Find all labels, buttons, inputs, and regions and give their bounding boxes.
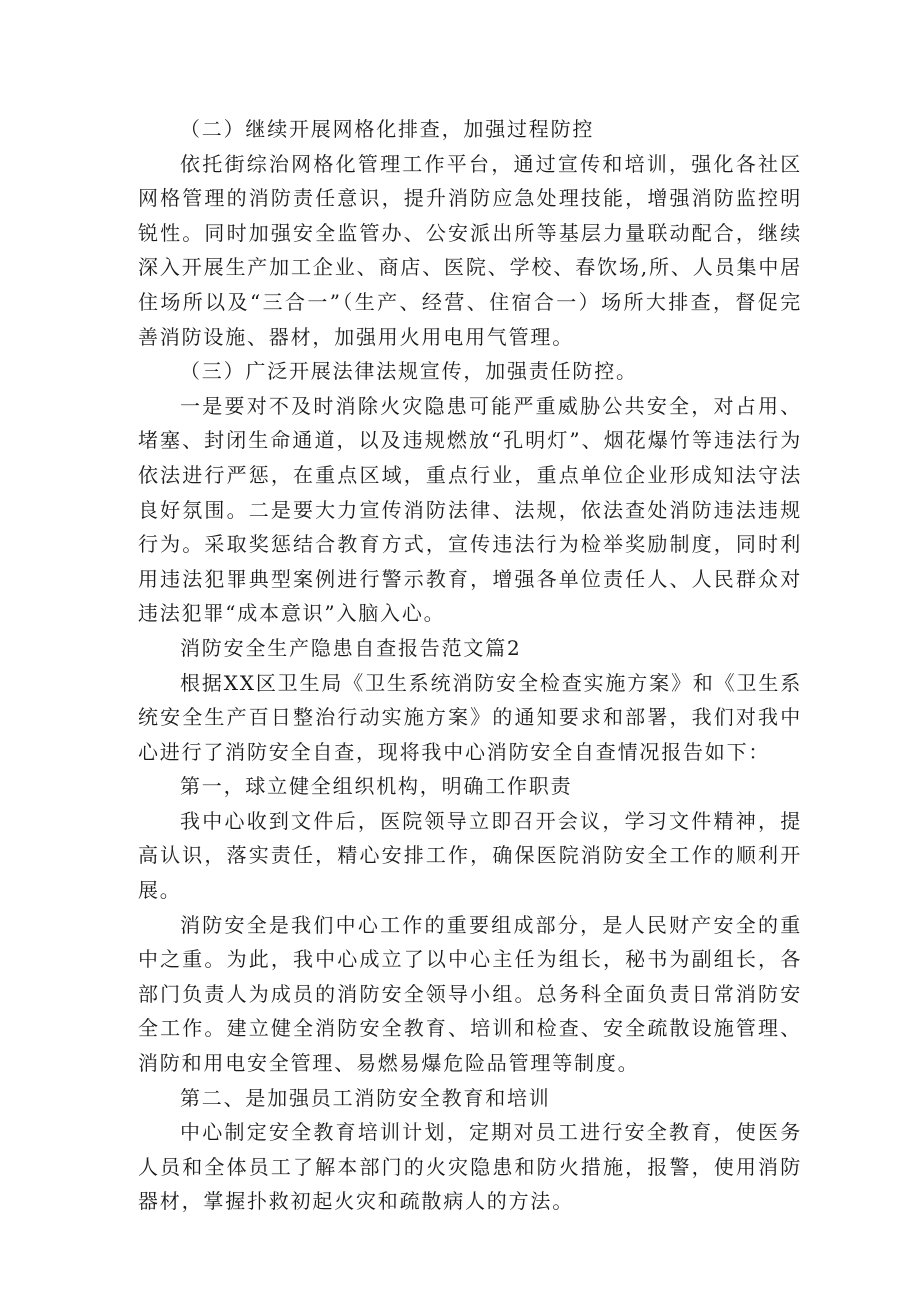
body-paragraph: 中心制定安全教育培训计划，定期对员工进行安全教育，使医务人员和全体员工了解本部门的火灾隐患和防火措施，报警，使用消防器材，掌握扑救初起火灾和疏散病人的方法。: [138, 1120, 802, 1214]
body-paragraph: 依托街综治网格化管理工作平台，通过宣传和培训，强化各社区网格管理的消防责任意识，提升消防应急处理技能，增强消防监控明锐性。同时加强安全监管办、公安派出所等基层力量联动配合，继续深入开展生产加工企业、商店、医院、学校、春饮场,所、人员集中居住场所以及“三合一”（生产、经营、住宿合一）场所大排查，督促完善消防设施、器材，加强用火用电用气管理。: [138, 151, 802, 349]
article-title: 消防安全生产隐患自查报告范文篇2: [180, 635, 522, 660]
body-paragraph: 一是要对不及时消除火灾隐患可能严重威胁公共安全，对占用、堵塞、封闭生命通道，以及违规燃放“孔明灯”、烟花爆竹等违法行为依法进行严惩，在重点区域，重点行业，重点单位企业形成知法守法良好氛围。二是要大力宣传消防法律、法规，依法查处消防违法违规行为。采取奖惩结合教育方式，宣传违法行为检举奖励制度，同时利用违法犯罪典型案例进行警示教育，增强各单位责任人、人民群众对违法犯罪“成本意识”入脑入心。: [138, 393, 802, 626]
body-paragraph: 我中心收到文件后，医院领导立即召开会议，学习文件精神，提高认识，落实责任，精心安排工作，确保医院消防安全工作的顺利开展。: [138, 808, 802, 903]
body-paragraph: 消防安全是我们中心工作的重要组成部分，是人民财产安全的重中之重。为此，我中心成立了以中心主任为组长，秘书为副组长，各部门负责人为成员的消防安全领导小组。总务科全面负责日常消防安全工作。建立健全消防安全教育、培训和检查、安全疏散设施管理、消防和用电安全管理、易燃易爆危险品管理等制度。: [138, 912, 802, 1076]
document-body: [138, 112, 802, 1219]
section-heading-first: 第一，球立健全组织机构，明确工作职责: [180, 774, 573, 799]
section-heading-2: （二）继续开展网格化排查，加强过程防控: [180, 117, 595, 141]
body-paragraph: 根据XX区卫生局《卫生系统消防安全检查实施方案》和《卫生系统安全生产百日整治行动实施方案》的通知要求和部署，我们对我中心进行了消防安全自查，现将我中心消防安全自查情况报告如下：: [138, 670, 802, 764]
section-heading-3: （三）广泛开展法律法规宣传，加强责任防控。: [180, 359, 638, 384]
section-heading-second: 第二、是加强员工消防安全教育和培训: [180, 1085, 551, 1110]
